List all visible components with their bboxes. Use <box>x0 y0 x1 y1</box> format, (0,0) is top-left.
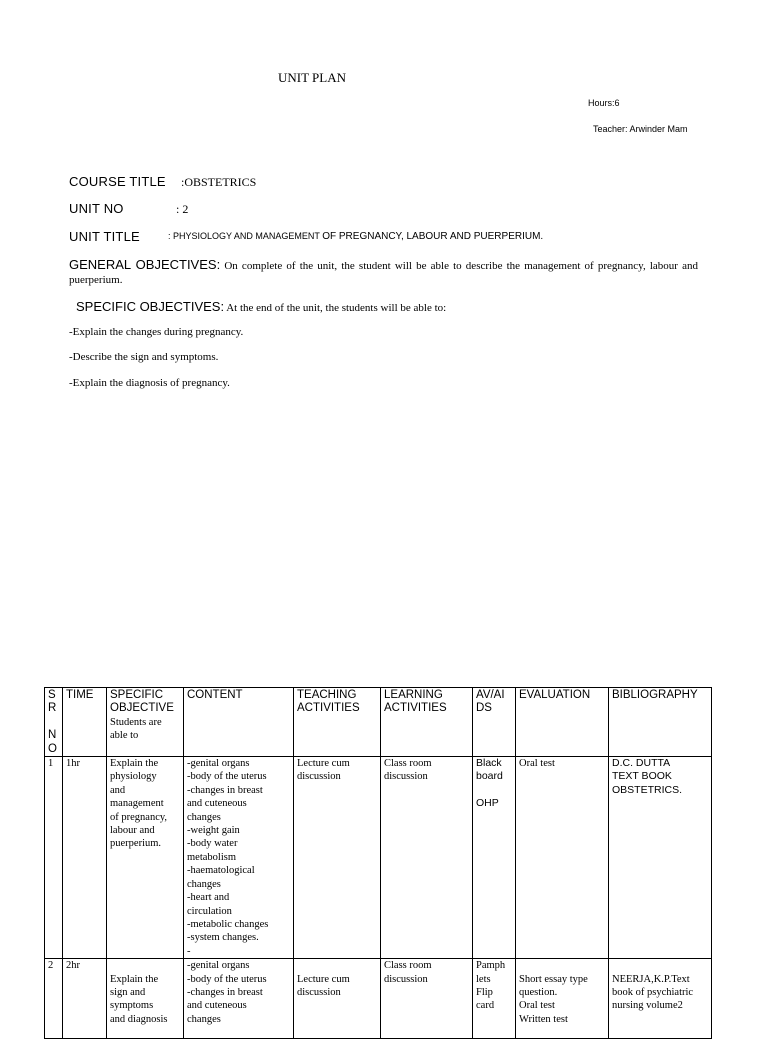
cell-evaluation: Short essay type question. Oral test Written test <box>516 959 609 1039</box>
specific-objectives-label: SPECIFIC OBJECTIVES: <box>76 299 225 314</box>
unit-plan-table <box>44 687 712 1039</box>
hours-label: Hours:6 <box>588 98 620 108</box>
cell-time: 2hr <box>63 959 107 1039</box>
header-objective-note: Students are able to <box>110 716 162 742</box>
cell-srno: 1 <box>45 757 63 959</box>
header-objective-label: SPECIFIC OBJECTIVE <box>110 689 174 715</box>
header-learning: LEARNING ACTIVITIES <box>381 688 473 757</box>
cell-avaids: Pamph lets Flip card <box>473 959 516 1039</box>
course-title-label: COURSE TITLE <box>69 174 166 189</box>
course-title-value: :OBSTETRICS <box>181 175 257 189</box>
page-title: UNIT PLAN <box>278 70 347 85</box>
unit-title-value-large: OF PREGNANCY, LABOUR AND PUERPERIUM. <box>322 231 544 242</box>
cell-content: -genital organs -body of the uterus -changes in breast and cuteneous changes -weight gain -body water metabolism -haematological changes -heart and circulation -metabolic changes -system changes. - <box>184 757 294 959</box>
unit-title-label: UNIT TITLE <box>69 229 140 244</box>
cell-learning: Class room discussion <box>381 757 473 959</box>
header-srno: S R N O <box>45 688 63 757</box>
objective-item: -Describe the sign and symptoms. <box>69 351 219 363</box>
table-row <box>45 959 712 1039</box>
cell-avaids: Black board OHP <box>473 757 516 959</box>
cell-content: -genital organs -body of the uterus -changes in breast and cuteneous changes <box>184 959 294 1039</box>
unit-no-label: UNIT NO <box>69 201 124 216</box>
table-header-row <box>45 688 712 757</box>
header-time: TIME <box>63 688 107 757</box>
specific-objectives-text: At the end of the unit, the students will be able to: <box>224 302 447 314</box>
cell-teaching: Lecture cum discussion <box>294 959 381 1039</box>
general-objectives-text: On complete of the unit, the student will be able to describe the management of pregnancy, labour and puerperium. <box>69 260 698 286</box>
header-evaluation: EVALUATION <box>516 688 609 757</box>
cell-learning: Class room discussion <box>381 959 473 1039</box>
cell-objective: Explain the physiology and management of pregnancy, labour and puerperium. <box>107 757 184 959</box>
objective-item: -Explain the changes during pregnancy. <box>69 326 244 338</box>
teacher-label: Teacher: Arwinder Mam <box>593 124 688 134</box>
unit-title-value <box>168 231 543 242</box>
general-objectives-label: GENERAL OBJECTIVES: <box>69 257 221 272</box>
unit-title-value-small: : PHYSIOLOGY AND MANAGEMENT <box>168 231 323 241</box>
header-objective <box>107 688 184 757</box>
objective-item: -Explain the diagnosis of pregnancy. <box>69 377 230 389</box>
header-bibliography: BIBLIOGRAPHY <box>609 688 712 757</box>
unit-no-value: : 2 <box>176 202 189 216</box>
table-row <box>45 757 712 959</box>
specific-objectives <box>76 299 446 314</box>
cell-evaluation: Oral test <box>516 757 609 959</box>
cell-bibliography: D.C. DUTTA TEXT BOOK OBSTETRICS. <box>609 757 712 959</box>
cell-teaching: Lecture cum discussion <box>294 757 381 959</box>
cell-time: 1hr <box>63 757 107 959</box>
header-avaids: AV/AI DS <box>473 688 516 757</box>
cell-objective: Explain the sign and symptoms and diagnosis <box>107 959 184 1039</box>
general-objectives <box>69 258 698 287</box>
header-teaching: TEACHING ACTIVITIES <box>294 688 381 757</box>
cell-srno: 2 <box>45 959 63 1039</box>
header-content: CONTENT <box>184 688 294 757</box>
cell-bibliography: NEERJA,K.P.Text book of psychiatric nursing volume2 <box>609 959 712 1039</box>
